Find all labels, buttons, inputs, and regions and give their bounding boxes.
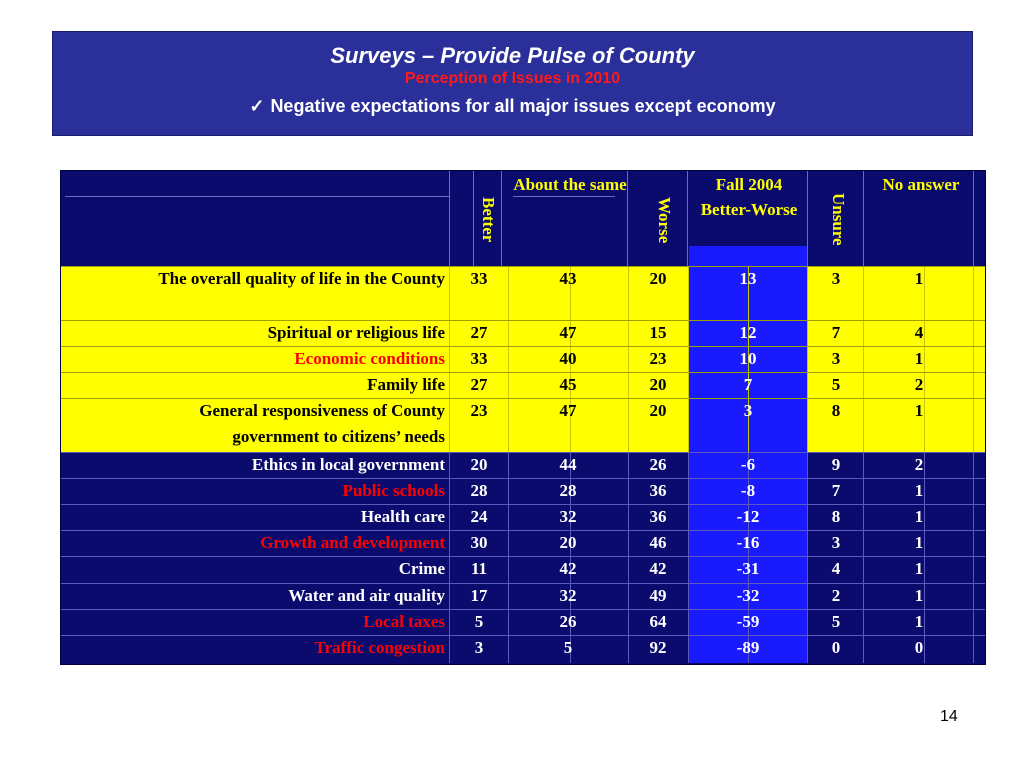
cell-same: 40 [559,349,577,368]
cell-no-answer: 2 [914,375,924,394]
cell-better: 30 [470,533,488,552]
row-label [61,478,449,504]
cell-better: 28 [470,481,488,500]
table-row [61,635,985,663]
cell-fall: 10 [739,349,757,368]
cell-fall: -8 [740,481,756,500]
row-label-line: Local taxes [363,612,445,631]
cell-no-answer: 2 [914,455,924,474]
cell-unsure: 3 [831,349,841,368]
cell-fall: -59 [736,612,760,631]
row-label [61,635,449,661]
cell-better: 27 [470,323,488,342]
row-label [61,556,449,582]
cell-worse: 36 [649,507,667,526]
row-label [61,372,449,398]
table-row [61,398,985,452]
cell-same: 47 [559,323,577,342]
cell-worse: 26 [649,455,667,474]
cell-no-answer: 1 [914,481,924,500]
row-label [61,504,449,530]
cell-no-answer: 1 [914,559,924,578]
cell-same: 26 [559,612,577,631]
table-row [61,372,985,398]
row-label [61,320,449,346]
cell-better: 17 [470,586,488,605]
cell-unsure: 7 [831,481,841,500]
row-label-line: Growth and development [260,533,445,552]
cell-no-answer: 1 [914,349,924,368]
cell-better: 3 [474,638,484,657]
cell-worse: 20 [649,269,667,288]
cell-fall: -12 [736,507,760,526]
row-label-line: Water and air quality [288,586,445,605]
cell-unsure: 4 [831,559,841,578]
cell-unsure: 8 [831,401,841,420]
row-label [61,346,449,372]
cell-worse: 36 [649,481,667,500]
fall-column-header-fill [689,246,807,266]
cell-no-answer: 1 [914,586,924,605]
cell-better: 33 [470,269,488,288]
row-label-line: Traffic congestion [314,638,445,657]
row-label-line: government to citizens’ needs [232,427,445,446]
cell-fall: 3 [743,401,753,420]
cell-worse: 92 [649,638,667,657]
cell-better: 24 [470,507,488,526]
row-label [61,530,449,556]
cell-better: 33 [470,349,488,368]
survey-table [60,170,986,665]
cell-same: 47 [559,401,577,420]
row-label-line: Crime [398,559,445,578]
column-header-better: Better [479,197,498,243]
header-divider [627,171,628,266]
row-label-line: Family life [367,375,445,394]
checkmark-icon: ✓ [249,96,265,116]
page-number: 14 [940,708,958,725]
cell-same: 32 [559,586,577,605]
cell-same: 5 [563,638,573,657]
header-divider [501,171,502,266]
cell-same: 45 [559,375,577,394]
cell-unsure: 9 [831,455,841,474]
cell-same: 44 [559,455,577,474]
header-divider [687,171,688,266]
cell-worse: 49 [649,586,667,605]
cell-same: 32 [559,507,577,526]
cell-same: 43 [559,269,577,288]
table-row [61,346,985,372]
row-label [61,583,449,609]
cell-unsure: 3 [831,269,841,288]
table-row [61,583,985,609]
row-label-line: Ethics in local government [251,455,445,474]
cell-worse: 46 [649,533,667,552]
cell-fall: -16 [736,533,760,552]
table-row [61,266,985,320]
cell-better: 23 [470,401,488,420]
cell-no-answer: 1 [914,401,924,420]
cell-fall: -32 [736,586,760,605]
table-row [61,320,985,346]
cell-unsure: 5 [831,612,841,631]
column-header-worse: Worse [655,196,674,244]
row-label [61,452,449,478]
table-row [61,478,985,504]
cell-fall: 12 [739,323,757,342]
cell-unsure: 7 [831,323,841,342]
cell-unsure: 8 [831,507,841,526]
cell-better: 20 [470,455,488,474]
cell-worse: 64 [649,612,667,631]
row-label-line: General responsiveness of County [199,401,445,420]
cell-no-answer: 1 [914,612,924,631]
cell-better: 11 [470,559,488,578]
header-divider [863,171,864,266]
column-header-fall: Fall 2004 Better-Worse [700,175,798,219]
cell-worse: 20 [649,375,667,394]
cell-better: 5 [474,612,484,631]
slide-subhead [53,93,972,119]
row-label [61,609,449,635]
cell-fall: -89 [736,638,760,657]
cell-worse: 23 [649,349,667,368]
row-label [61,266,449,292]
cell-fall: 13 [739,269,757,288]
column-header-unsure: Unsure [829,192,848,246]
table-row [61,530,985,556]
row-label-line: Economic conditions [294,349,445,368]
row-label-line: Public schools [342,481,445,500]
cell-same: 28 [559,481,577,500]
column-header-same: About the same [513,175,627,194]
cell-unsure: 5 [831,375,841,394]
cell-worse: 20 [649,401,667,420]
cell-fall: 7 [743,375,753,394]
row-label-line: The overall quality of life in the County [158,269,445,288]
cell-no-answer: 1 [914,533,924,552]
table-row [61,556,985,583]
cell-no-answer: 0 [914,638,924,657]
cell-same: 42 [559,559,577,578]
table-row [61,452,985,478]
cell-unsure: 0 [831,638,841,657]
header-rule [65,196,449,197]
slide-header [52,31,973,136]
slide-subtitle: Perception of Issues in 2010 [404,70,621,87]
cell-no-answer: 1 [914,269,924,288]
cell-no-answer: 4 [914,323,924,342]
cell-same: 20 [559,533,577,552]
cell-worse: 42 [649,559,667,578]
table-row [61,609,985,635]
header-divider [449,171,450,266]
table-header [61,171,985,266]
row-label [61,398,449,450]
cell-fall: -31 [736,559,760,578]
row-label-line: Health care [360,507,445,526]
cell-worse: 15 [649,323,667,342]
cell-fall: -6 [740,455,756,474]
row-label-line: Spiritual or religious life [267,323,445,342]
cell-no-answer: 1 [914,507,924,526]
table-row [61,504,985,530]
column-header-no-answer: No answer [882,175,960,194]
header-divider [807,171,808,266]
subhead-text: Negative expectations for all major issues except economy [270,96,776,116]
slide-title: Surveys – Provide Pulse of County [330,43,695,68]
cell-better: 27 [470,375,488,394]
cell-unsure: 2 [831,586,841,605]
cell-unsure: 3 [831,533,841,552]
